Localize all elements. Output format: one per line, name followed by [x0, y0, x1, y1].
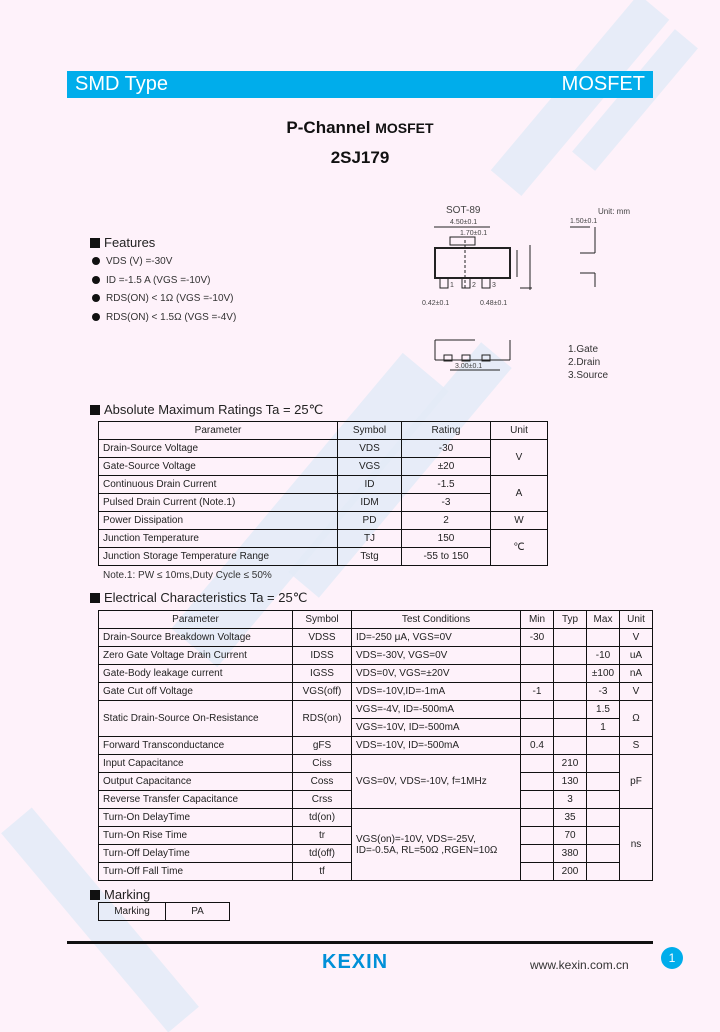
abs-max-table	[98, 421, 548, 566]
package-name: SOT-89	[446, 205, 481, 216]
marking-table	[98, 902, 230, 921]
table-row: Zero Gate Voltage Drain Current IDSS VDS=-30V, VGS=0V -10 uA	[99, 647, 653, 665]
table-row: VGS=-10V, ID=-500mA 1	[99, 719, 653, 737]
svg-text:1: 1	[450, 282, 454, 289]
table-row: Gate-Source Voltage VGS ±20	[99, 458, 548, 476]
kexin-logo: KEXIN	[322, 951, 389, 973]
table-header-row: Parameter Symbol Test Conditions Min Typ Max Unit	[99, 611, 653, 629]
device-type-title	[0, 118, 720, 138]
header-banner	[67, 71, 653, 98]
table-row: Reverse Transfer Capacitance Crss 3	[99, 791, 653, 809]
dim-label: 1.50±0.1	[570, 218, 598, 225]
table-row: Input Capacitance Ciss VGS=0V, VDS=-10V, f=1MHz 210 pF	[99, 755, 653, 773]
package-unit: Unit: mm	[598, 207, 630, 216]
table-row: Output Capacitance Coss 130	[99, 773, 653, 791]
dim-label: 0.48±0.1	[480, 300, 508, 307]
table-row: Drain-Source Breakdown Voltage VDSS ID=-250 μA, VGS=0V -30 V	[99, 629, 653, 647]
square-bullet-icon	[90, 593, 100, 603]
title-main: P-Channel	[286, 118, 371, 137]
table-row: Power Dissipation PD 2 W	[99, 512, 548, 530]
table-row: Junction Temperature TJ 150 ℃	[99, 530, 548, 548]
elec-table	[98, 610, 653, 881]
table-row: Junction Storage Temperature Range Tstg -55 to 150	[99, 548, 548, 566]
website-link[interactable]: www.kexin.com.cn	[530, 958, 629, 972]
feature-item: ID =-1.5 A (VGS =-10V)	[92, 275, 211, 286]
table-row: Drain-Source Voltage VDS -30 V	[99, 440, 548, 458]
dim-label: 0.42±0.1	[422, 300, 450, 307]
abs-max-note: Note.1: PW ≤ 10ms,Duty Cycle ≤ 50%	[103, 570, 272, 581]
pin-label: 3.Source	[568, 370, 609, 381]
table-row: Turn-On Rise Time tr 70	[99, 827, 653, 845]
table-row: Turn-Off DelayTime td(off) 380	[99, 845, 653, 863]
square-bullet-icon	[90, 405, 100, 415]
dim-label: 1.70±0.1	[460, 230, 488, 237]
feature-item: VDS (V) =-30V	[92, 256, 172, 267]
table-row: Marking PA	[99, 903, 230, 921]
feature-item: RDS(ON) < 1Ω (VGS =-10V)	[92, 293, 234, 304]
title-small: MOSFET	[375, 120, 434, 136]
page-number-badge: 1	[661, 947, 683, 969]
dim-label: 3.00±0.1	[455, 363, 483, 370]
abs-max-heading: Absolute Maximum Ratings Ta = 25℃	[90, 402, 323, 418]
features-heading: Features	[90, 235, 155, 250]
footer-rule	[67, 941, 653, 944]
bullet-icon	[92, 313, 100, 321]
doc-type-label: SMD Type	[75, 73, 168, 95]
pin-label: 1.Gate	[568, 344, 599, 355]
table-row: Static Drain-Source On-Resistance RDS(on) VGS=-4V, ID=-500mA 1.5 Ω	[99, 701, 653, 719]
table-row: Turn-Off Fall Time tf 200	[99, 863, 653, 881]
svg-text:2: 2	[472, 282, 476, 289]
square-bullet-icon	[90, 238, 100, 248]
category-label: MOSFET	[561, 73, 645, 95]
table-row: Forward Transconductance gFS VDS=-10V, ID=-500mA 0.4 S	[99, 737, 653, 755]
table-row: Pulsed Drain Current (Note.1) IDM -3	[99, 494, 548, 512]
pin-label: 2.Drain	[568, 357, 601, 368]
table-row: Gate-Body leakage current IGSS VDS=0V, VGS=±20V ±100 nA	[99, 665, 653, 683]
table-row: Turn-On DelayTime td(on) VGS(on)=-10V, VDS=-25V, ID=-0.5A, RL=50Ω ,RGEN=10Ω 35 ns	[99, 809, 653, 827]
svg-text:3: 3	[492, 282, 496, 289]
bullet-icon	[92, 276, 100, 284]
elec-heading: Electrical Characteristics Ta = 25℃	[90, 590, 307, 606]
dim-label: 4.50±0.1	[450, 219, 478, 226]
square-bullet-icon	[90, 890, 100, 900]
table-row: Continuous Drain Current ID -1.5 A	[99, 476, 548, 494]
table-header-row: Parameter Symbol Rating Unit	[99, 422, 548, 440]
table-row: Gate Cut off Voltage VGS(off) VDS=-10V,ID=-1mA -1 -3 V	[99, 683, 653, 701]
marking-heading: Marking	[90, 887, 150, 902]
bullet-icon	[92, 294, 100, 302]
bullet-icon	[92, 257, 100, 265]
part-number: 2SJ179	[330, 148, 390, 167]
feature-item: RDS(ON) < 1.5Ω (VGS =-4V)	[92, 312, 236, 323]
